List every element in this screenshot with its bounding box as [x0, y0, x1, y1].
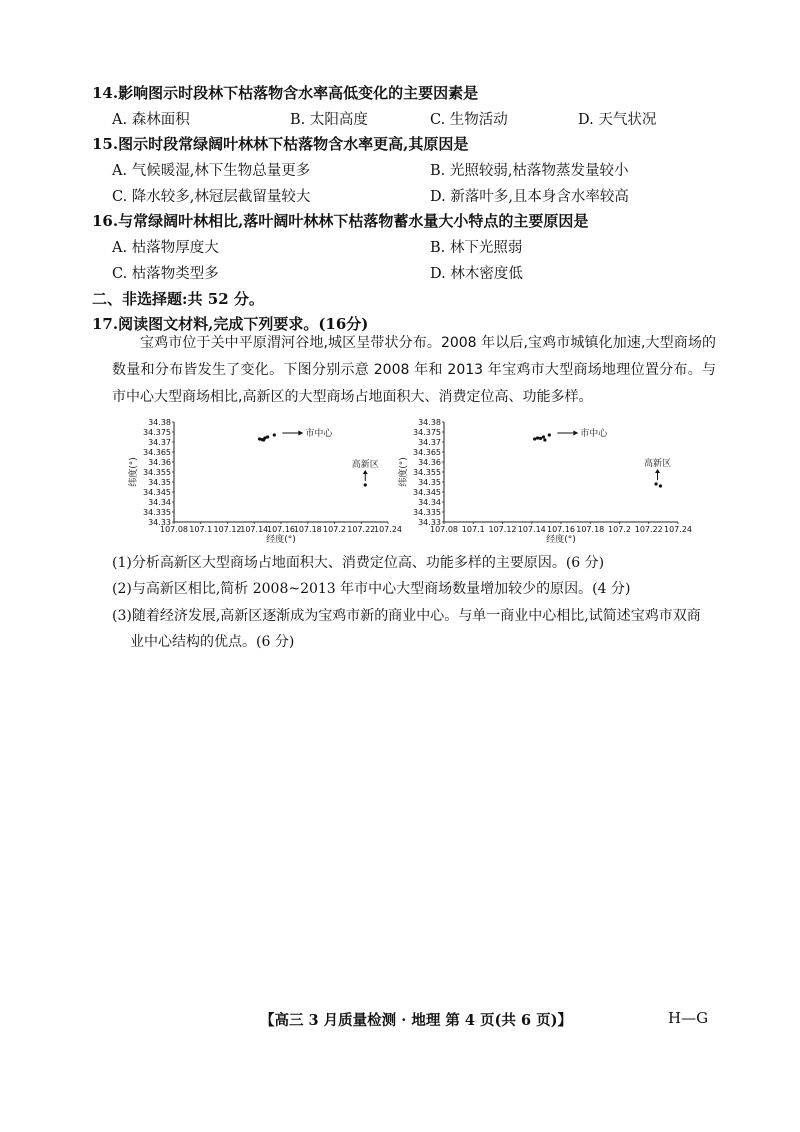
data-point	[548, 433, 551, 436]
q15-option-d: D. 新落叶多,且本身含水率较高	[430, 189, 629, 205]
x-tick-label: 107.16	[547, 525, 575, 534]
x-tick-label: 107.18	[576, 525, 605, 534]
x-tick-label: 107.2	[323, 525, 346, 534]
q16-option-b: B. 林下光照弱	[430, 240, 523, 256]
y-tick-label: 34.33	[418, 518, 441, 527]
q15-option-b: B. 光照较弱,枯落物蒸发量较小	[430, 163, 629, 179]
y-tick-label: 34.35	[148, 478, 171, 487]
y-tick-label: 34.38	[418, 418, 441, 427]
y-tick-label: 34.355	[413, 468, 441, 477]
x-tick-label: 107.22	[347, 525, 376, 534]
x-tick-label: 107.12	[213, 525, 242, 534]
x-tick-label: 107.18	[293, 525, 322, 534]
y-tick-label: 34.375	[143, 428, 171, 437]
data-point	[542, 435, 545, 438]
y-tick-label: 34.335	[413, 508, 441, 517]
question-14-stem: 14.影响图示时段林下枯落物含水率高低变化的主要因素是	[92, 84, 479, 102]
y-tick-label: 34.375	[413, 428, 441, 437]
data-point	[659, 484, 662, 487]
q14-option-a: A. 森林面积	[112, 112, 190, 128]
x-axis-label: 经度(°)	[546, 535, 576, 545]
data-point	[364, 483, 367, 486]
x-tick-label: 107.08	[160, 525, 188, 534]
q15-option-a: A. 气候暖湿,林下生物总量更多	[112, 163, 311, 179]
section-2-heading: 二、非选择题:共 52 分。	[92, 290, 264, 308]
q14-option-d: D. 天气状况	[578, 112, 657, 128]
y-tick-label: 34.36	[418, 458, 441, 467]
data-point	[273, 433, 276, 436]
y-tick-label: 34.34	[418, 498, 441, 507]
question-17-stem: 17.阅读图文材料,完成下列要求。(16分)	[92, 315, 369, 333]
q17-sub-1: (1)分析高新区大型商场占地面积大、消费定位高、功能多样的主要原因。(6 分)	[112, 555, 605, 571]
y-tick-label: 34.33	[148, 518, 171, 527]
page-code: H—G	[668, 1009, 709, 1027]
q14-option-b: B. 太阳高度	[290, 112, 368, 128]
x-tick-label: 107.14	[517, 525, 546, 534]
city-center-label: 市中心	[305, 429, 333, 439]
y-axis-label: 纬度(°)	[399, 457, 409, 487]
q17-sub-3-line-1: (3)随着经济发展,高新区逐渐成为宝鸡市新的商业中心。与单一商业中心相比,试简述宝鸡市双商	[112, 608, 701, 624]
page-footer: 【高三 3 月质量检测 · 地理 第 4 页(共 6 页)】	[260, 1012, 572, 1029]
data-point	[543, 438, 546, 441]
y-axis-label: 纬度(°)	[129, 457, 139, 487]
hi-tech-zone-arrowhead	[655, 469, 660, 473]
data-point	[533, 437, 536, 440]
y-tick-label: 34.37	[148, 438, 171, 447]
hi-tech-zone-label: 高新区	[644, 459, 672, 469]
y-tick-label: 34.355	[143, 468, 171, 477]
data-point	[539, 437, 542, 440]
data-point	[258, 437, 261, 440]
q14-option-c: C. 生物活动	[430, 112, 508, 128]
q17-material	[112, 330, 716, 411]
y-tick-label: 34.34	[148, 498, 171, 507]
x-tick-label: 107.08	[430, 525, 458, 534]
q15-option-c: C. 降水较多,林冠层截留量较大	[112, 189, 311, 205]
x-tick-label: 107.16	[267, 525, 295, 534]
x-tick-label: 107.24	[374, 525, 402, 534]
y-tick-label: 34.37	[418, 438, 441, 447]
y-tick-label: 34.36	[148, 458, 171, 467]
question-16-stem: 16.与常绿阔叶林相比,落叶阔叶林林下枯落物蓄水量大小特点的主要原因是	[92, 212, 589, 230]
x-tick-label: 107.24	[664, 525, 692, 534]
y-tick-label: 34.345	[413, 488, 441, 497]
q16-option-d: D. 林木密度低	[430, 266, 523, 282]
x-tick-label: 107.1	[461, 525, 485, 534]
chart-2013	[399, 416, 692, 545]
q16-option-c: C. 枯落物类型多	[112, 266, 219, 282]
city-center-label: 市中心	[580, 429, 608, 439]
y-tick-label: 34.365	[413, 448, 441, 457]
y-tick-label: 34.345	[143, 488, 171, 497]
y-tick-label: 34.38	[148, 418, 171, 427]
chart-2008	[129, 416, 402, 545]
y-tick-label: 34.365	[143, 448, 171, 457]
x-axis-label: 经度(°)	[266, 535, 296, 545]
y-tick-label: 34.335	[143, 508, 171, 517]
x-tick-label: 107.22	[634, 525, 663, 534]
x-tick-label: 107.14	[240, 525, 269, 534]
x-tick-label: 107.2	[608, 525, 631, 534]
data-point	[536, 436, 539, 439]
x-tick-label: 107.12	[488, 525, 517, 534]
x-tick-label: 107.1	[189, 525, 213, 534]
y-tick-label: 34.35	[418, 478, 441, 487]
data-point	[654, 482, 657, 485]
city-center-arrowhead	[573, 431, 578, 436]
hi-tech-zone-label: 高新区	[351, 460, 379, 470]
q17-material-text: 宝鸡市位于关中平原渭河谷地,城区呈带状分布。2008 年以后,宝鸡市城镇化加速,大型商场的数量和分布皆发生了变化。下图分别示意 2008 年和 2013 年宝鸡市大型商场地理位置分布。与市中心大型商场相比,高新区的大型商场占地面积大、消费定位高、功能多样。	[112, 335, 716, 405]
q16-option-a: A. 枯落物厚度大	[112, 240, 219, 256]
question-15-stem: 15.图示时段常绿阔叶林林下枯落物含水率更高,其原因是	[92, 135, 469, 153]
city-center-arrowhead	[298, 431, 303, 436]
q17-sub-3-line-2: 业中心结构的优点。(6 分)	[130, 634, 295, 650]
hi-tech-zone-arrowhead	[363, 470, 368, 474]
q17-sub-2: (2)与高新区相比,简析 2008~2013 年市中心大型商场数量增加较少的原因。(4 分)	[112, 581, 631, 597]
data-point	[266, 435, 269, 438]
